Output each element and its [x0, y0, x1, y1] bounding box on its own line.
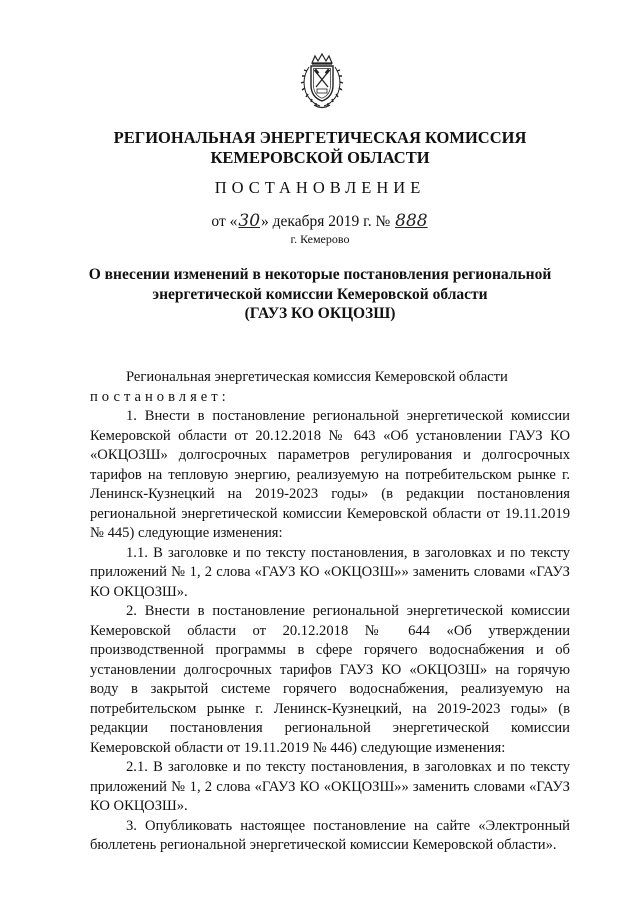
- subject-line-1: О внесении изменений в некоторые постановления региональной: [88, 266, 552, 283]
- paragraph-2: 2. Внести в постановление региональной энергетической комиссии Кемеровской области от 20.12.2018 № 644 «Об утверждении производственной программы в сфере горячего водоснабжения и об установлении долгосрочных тарифов ГАУЗ КО «ОКЦОЗШ» на горячую воду в закрытой системе горячего водоснабжения, реализуемую на потребительском рынке г. Ленинск-Кузнецкий, на 2019-2023 годы» (в редакции постановления региональной энергетической комиссии Кемеровской области от 19.11.2019 № 446) следующие изменения:: [90, 603, 570, 756]
- document-number: 888: [395, 211, 428, 231]
- paragraph-2-1: 2.1. В заголовке и по тексту постановления, в заголовках и по тексту приложений № 1, 2 слова «ГАУЗ КО «ОКЦОЗШ»» заменить словами «ГАУЗ КО ОКЦОЗШ».: [90, 759, 570, 814]
- document-subject: [0, 265, 640, 324]
- date-day: 30: [238, 211, 261, 231]
- organization-name: [0, 128, 640, 168]
- date-rest: » декабря 2019 г. №: [261, 213, 395, 230]
- subject-line-3: (ГАУЗ КО ОКЦОЗШ): [244, 305, 396, 322]
- organization-line-2: КЕМЕРОВСКОЙ ОБЛАСТИ: [210, 148, 430, 167]
- document-type: ПОСТАНОВЛЕНИЕ: [214, 178, 426, 197]
- intro-text: Региональная энергетическая комиссия Кемеровской области: [126, 369, 508, 385]
- organization-line-1: РЕГИОНАЛЬНАЯ ЭНЕРГЕТИЧЕСКАЯ КОМИССИЯ: [113, 128, 527, 147]
- date-prefix: от «: [211, 213, 238, 230]
- document-date: [0, 211, 640, 231]
- intro-paragraph: [90, 368, 570, 388]
- subject-line-2: энергетической комиссии Кемеровской области: [152, 285, 488, 303]
- city: г. Кемерово: [290, 232, 350, 246]
- document-body: [90, 368, 570, 856]
- paragraph-3: 3. Опубликовать настоящее постановление на сайте «Электронный бюллетень региональной энергетической комиссии Кемеровской области».: [90, 817, 570, 853]
- paragraph-1: 1. Внести в постановление региональной энергетической комиссии Кемеровской области от 20.12.2018 № 643 «Об установлении ГАУЗ КО «ОКЦОЗШ» долгосрочных параметров регулирования и долгосрочных тарифов на тепловую энергию, реализуемую на потребительском рынке г. Ленинск-Кузнецкий на 2019-2023 годы» (в редакции постановления региональной энергетической комиссии Кемеровской области от 19.11.2019 № 445) следующие изменения:: [90, 408, 570, 541]
- decrees-word: постановляет:: [90, 388, 230, 405]
- coat-of-arms-icon: [298, 53, 346, 111]
- paragraph-1-1: 1.1. В заголовке и по тексту постановления, в заголовках и по тексту приложений № 1, 2 слова «ГАУЗ КО «ОКЦОЗШ»» заменить словами «ГАУЗ КО ОКЦОЗШ».: [90, 544, 570, 600]
